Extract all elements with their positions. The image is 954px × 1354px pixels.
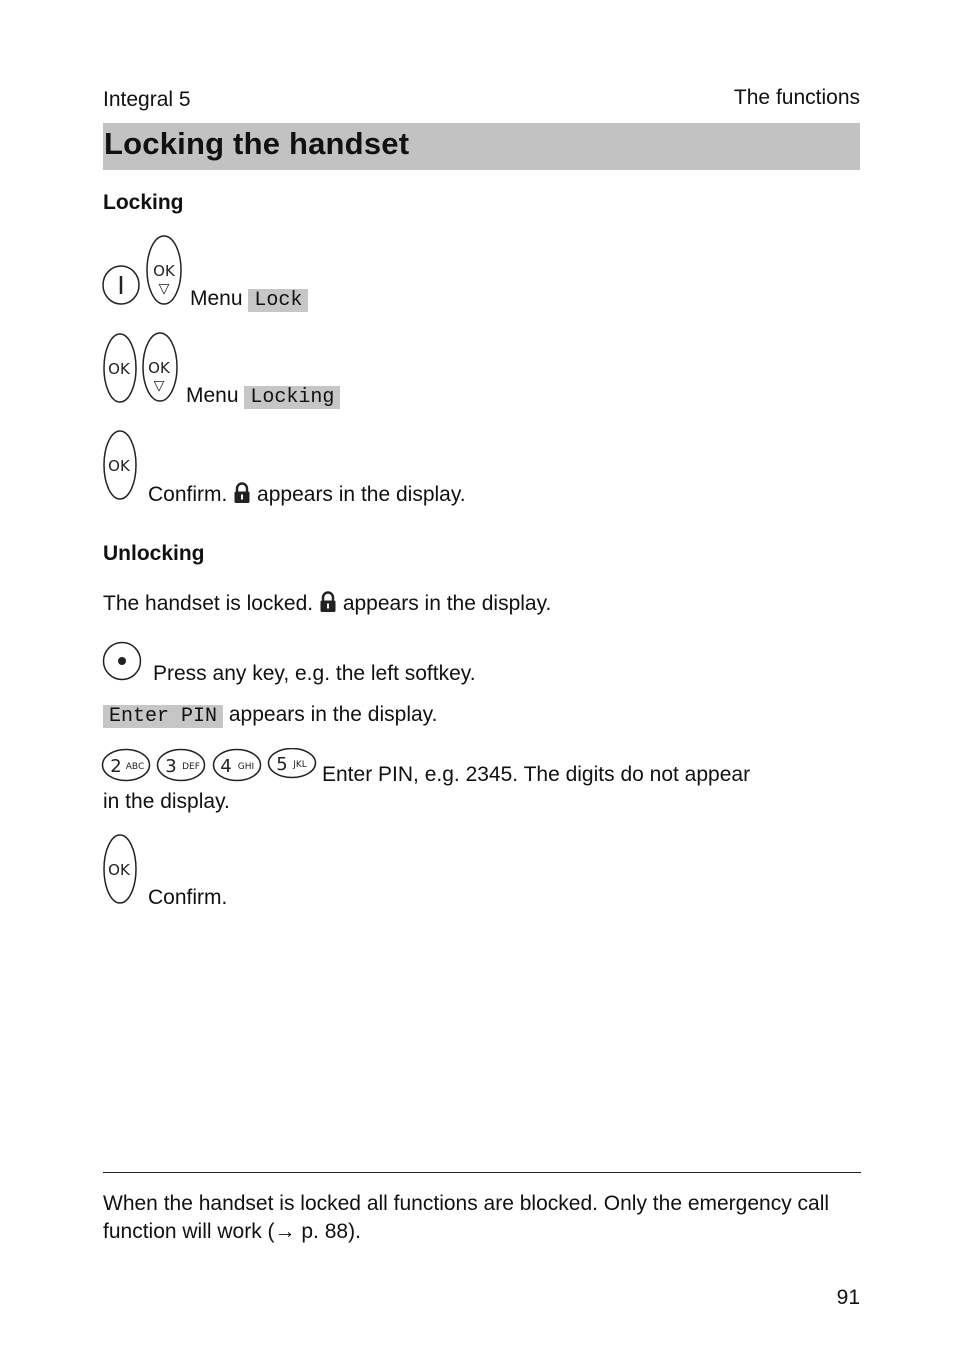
step3-after: appears in the display. (257, 483, 466, 506)
unlocking-step2-line2: in the display. (103, 790, 230, 813)
ok-nav-key-label: OK (153, 262, 175, 280)
nav-down-arrow: ▽ (153, 378, 165, 394)
ok-nav-key-label: OK (148, 359, 170, 377)
step1-prefix: Menu (190, 287, 243, 310)
unlocking-intro (103, 591, 551, 616)
header-product: Integral 5 (103, 88, 191, 111)
step3-before: Confirm. (148, 483, 228, 506)
ok-key-label: OK (108, 861, 130, 879)
locking-step2 (186, 384, 340, 409)
locking-heading: Locking (103, 191, 184, 214)
footnote-divider (103, 1172, 861, 1173)
step2-prefix: Menu (186, 384, 239, 407)
padlock-icon (233, 482, 251, 504)
digit-key-4-letters: GHI (237, 762, 255, 772)
digit-key-2-letters: ABC (125, 762, 145, 772)
locking-step3 (148, 482, 466, 507)
digit-key-5 (269, 749, 316, 778)
unlocking-heading: Unlocking (103, 542, 205, 565)
nav-down-arrow: ▽ (158, 281, 170, 297)
step2-display: Locking (244, 386, 340, 409)
ok-nav-key-icon (141, 332, 179, 404)
prompt-after: appears in the display. (228, 703, 438, 726)
locking-step1 (190, 287, 308, 312)
ok-nav-key-icon (145, 235, 183, 307)
softkey-icon (101, 641, 143, 683)
header-section: The functions (733, 86, 860, 109)
ok-key-icon (102, 833, 138, 905)
digit-key-3 (158, 750, 205, 781)
unlocking-prompt (103, 703, 437, 728)
intro-before: The handset is locked. (103, 592, 314, 615)
digit-key-2-num: 2 (110, 756, 122, 777)
digit-keys (101, 748, 325, 784)
intro-after: appears in the display. (342, 592, 552, 615)
unlocking-step1: Press any key, e.g. the left softkey. (153, 662, 476, 685)
ok-key-label: OK (108, 457, 130, 475)
step1-display: Lock (248, 289, 308, 312)
unlocking-step2-line1: Enter PIN, e.g. 2345. The digits do not appear (322, 763, 751, 786)
power-key-icon (101, 264, 141, 306)
digit-key-4-num: 4 (220, 756, 232, 777)
digit-key-4 (214, 750, 261, 781)
digit-key-3-num: 3 (165, 756, 177, 777)
unlocking-step3: Confirm. (148, 886, 228, 909)
ok-key-icon (102, 332, 138, 404)
footnote: When the handset is locked all functions are blocked. Only the emergency call function will work (→ p. 88). (103, 1192, 830, 1243)
prompt-display: Enter PIN (103, 705, 223, 728)
ok-key-icon (102, 429, 138, 501)
digit-key-2 (103, 750, 150, 781)
digit-key-5-num: 5 (276, 754, 288, 775)
page-number: 91 (836, 1286, 860, 1309)
ok-key-label: OK (108, 360, 130, 378)
page-title: Locking the handset (104, 126, 410, 161)
padlock-icon (319, 591, 337, 613)
digit-key-3-letters: DEF (182, 762, 200, 772)
digit-key-5-letters: JKL (293, 760, 307, 770)
